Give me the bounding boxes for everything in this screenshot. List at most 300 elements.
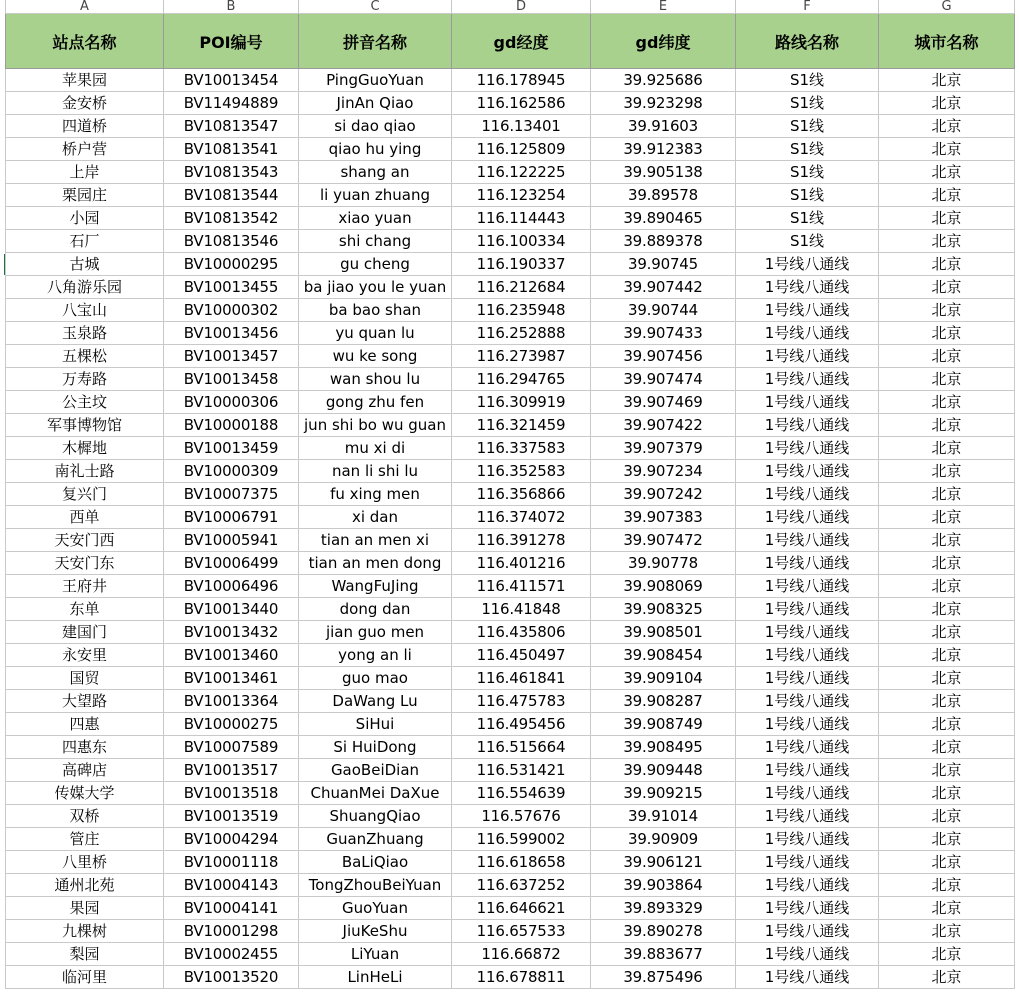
longitude-cell[interactable]: 116.41848 xyxy=(452,598,591,621)
longitude-cell[interactable]: 116.125809 xyxy=(452,138,591,161)
poi-id-cell[interactable]: BV10004141 xyxy=(164,897,299,920)
pinyin-name-cell[interactable]: tian an men xi xyxy=(299,529,452,552)
city-name-cell[interactable]: 北京 xyxy=(879,506,1015,529)
line-name-cell[interactable]: 1号线八通线 xyxy=(736,644,879,667)
poi-id-cell[interactable]: BV10000302 xyxy=(164,299,299,322)
longitude-cell[interactable]: 116.374072 xyxy=(452,506,591,529)
longitude-cell[interactable]: 116.252888 xyxy=(452,322,591,345)
longitude-cell[interactable]: 116.235948 xyxy=(452,299,591,322)
city-name-cell[interactable]: 北京 xyxy=(879,230,1015,253)
table-row xyxy=(6,644,1015,667)
city-name-cell[interactable]: 北京 xyxy=(879,667,1015,690)
poi-id-cell[interactable]: BV10013454 xyxy=(164,69,299,92)
line-name-cell[interactable]: 1号线八通线 xyxy=(736,966,879,989)
station-name-cell[interactable]: 四惠 xyxy=(6,713,164,736)
pinyin-name-cell[interactable]: LiYuan xyxy=(299,943,452,966)
pinyin-name-cell[interactable]: ShuangQiao xyxy=(299,805,452,828)
city-name-cell[interactable]: 北京 xyxy=(879,552,1015,575)
pinyin-name-cell[interactable]: yu quan lu xyxy=(299,322,452,345)
poi-id-cell[interactable]: BV10000275 xyxy=(164,713,299,736)
pinyin-name-cell[interactable]: shang an xyxy=(299,161,452,184)
latitude-cell[interactable]: 39.890278 xyxy=(591,920,736,943)
latitude-cell[interactable]: 39.908495 xyxy=(591,736,736,759)
column-letter-a[interactable]: A xyxy=(6,0,164,14)
line-name-cell[interactable]: 1号线八通线 xyxy=(736,828,879,851)
pinyin-name-cell[interactable]: Si HuiDong xyxy=(299,736,452,759)
station-name-cell[interactable]: 通州北苑 xyxy=(6,874,164,897)
pinyin-name-cell[interactable]: gu cheng xyxy=(299,253,452,276)
line-name-cell[interactable]: 1号线八通线 xyxy=(736,667,879,690)
longitude-cell[interactable]: 116.495456 xyxy=(452,713,591,736)
poi-id-cell[interactable]: BV10813542 xyxy=(164,207,299,230)
line-name-cell[interactable]: S1线 xyxy=(736,115,879,138)
latitude-cell[interactable]: 39.925686 xyxy=(591,69,736,92)
poi-id-cell[interactable]: BV10813546 xyxy=(164,230,299,253)
station-name-cell[interactable]: 玉泉路 xyxy=(6,322,164,345)
line-name-cell[interactable]: S1线 xyxy=(736,184,879,207)
line-name-cell[interactable]: 1号线八通线 xyxy=(736,943,879,966)
city-name-cell[interactable]: 北京 xyxy=(879,598,1015,621)
latitude-cell[interactable]: 39.907456 xyxy=(591,345,736,368)
line-name-cell[interactable]: 1号线八通线 xyxy=(736,759,879,782)
poi-id-cell[interactable]: BV10013440 xyxy=(164,598,299,621)
line-name-cell[interactable]: 1号线八通线 xyxy=(736,851,879,874)
longitude-cell[interactable]: 116.391278 xyxy=(452,529,591,552)
city-name-cell[interactable]: 北京 xyxy=(879,483,1015,506)
station-name-cell[interactable]: 四惠东 xyxy=(6,736,164,759)
station-name-cell[interactable]: 大望路 xyxy=(6,690,164,713)
station-name-cell[interactable]: 栗园庄 xyxy=(6,184,164,207)
station-name-cell[interactable]: 梨园 xyxy=(6,943,164,966)
line-name-cell[interactable]: S1线 xyxy=(736,69,879,92)
station-name-cell[interactable]: 桥户营 xyxy=(6,138,164,161)
station-name-cell[interactable]: 双桥 xyxy=(6,805,164,828)
latitude-cell[interactable]: 39.908454 xyxy=(591,644,736,667)
pinyin-name-cell[interactable]: WangFuJing xyxy=(299,575,452,598)
longitude-cell[interactable]: 116.162586 xyxy=(452,92,591,115)
table-row xyxy=(6,667,1015,690)
line-name-cell[interactable]: 1号线八通线 xyxy=(736,713,879,736)
city-name-cell[interactable]: 北京 xyxy=(879,851,1015,874)
latitude-cell[interactable]: 39.907242 xyxy=(591,483,736,506)
city-name-cell[interactable]: 北京 xyxy=(879,805,1015,828)
longitude-cell[interactable]: 116.531421 xyxy=(452,759,591,782)
longitude-cell[interactable]: 116.618658 xyxy=(452,851,591,874)
city-name-cell[interactable]: 北京 xyxy=(879,621,1015,644)
latitude-cell[interactable]: 39.90778 xyxy=(591,552,736,575)
longitude-cell[interactable]: 116.178945 xyxy=(452,69,591,92)
city-name-cell[interactable]: 北京 xyxy=(879,713,1015,736)
city-name-cell[interactable]: 北京 xyxy=(879,943,1015,966)
line-name-cell[interactable]: 1号线八通线 xyxy=(736,782,879,805)
poi-id-cell[interactable]: BV10004143 xyxy=(164,874,299,897)
poi-id-cell[interactable]: BV10000309 xyxy=(164,460,299,483)
line-name-cell[interactable]: 1号线八通线 xyxy=(736,920,879,943)
line-name-cell[interactable]: 1号线八通线 xyxy=(736,276,879,299)
pinyin-name-cell[interactable]: wan shou lu xyxy=(299,368,452,391)
latitude-cell[interactable]: 39.893329 xyxy=(591,897,736,920)
line-name-cell[interactable]: S1线 xyxy=(736,138,879,161)
latitude-cell[interactable]: 39.883677 xyxy=(591,943,736,966)
latitude-cell[interactable]: 39.907442 xyxy=(591,276,736,299)
city-name-cell[interactable]: 北京 xyxy=(879,782,1015,805)
city-name-cell[interactable]: 北京 xyxy=(879,575,1015,598)
line-name-cell[interactable]: 1号线八通线 xyxy=(736,414,879,437)
latitude-cell[interactable]: 39.91603 xyxy=(591,115,736,138)
latitude-cell[interactable]: 39.89578 xyxy=(591,184,736,207)
station-name-cell[interactable]: 石厂 xyxy=(6,230,164,253)
pinyin-name-cell[interactable]: JiuKeShu xyxy=(299,920,452,943)
longitude-cell[interactable]: 116.352583 xyxy=(452,460,591,483)
latitude-cell[interactable]: 39.875496 xyxy=(591,966,736,989)
station-name-cell[interactable]: 木樨地 xyxy=(6,437,164,460)
city-name-cell[interactable]: 北京 xyxy=(879,161,1015,184)
column-letter-f[interactable]: F xyxy=(736,0,879,14)
latitude-cell[interactable]: 39.923298 xyxy=(591,92,736,115)
poi-id-cell[interactable]: BV10000188 xyxy=(164,414,299,437)
poi-id-cell[interactable]: BV10013456 xyxy=(164,322,299,345)
pinyin-name-cell[interactable]: fu xing men xyxy=(299,483,452,506)
poi-id-cell[interactable]: BV10013458 xyxy=(164,368,299,391)
latitude-cell[interactable]: 39.90909 xyxy=(591,828,736,851)
station-name-cell[interactable]: 传媒大学 xyxy=(6,782,164,805)
poi-id-cell[interactable]: BV10001298 xyxy=(164,920,299,943)
pinyin-name-cell[interactable]: yong an li xyxy=(299,644,452,667)
poi-id-cell[interactable]: BV10013460 xyxy=(164,644,299,667)
table-row xyxy=(6,322,1015,345)
pinyin-name-cell[interactable]: GuoYuan xyxy=(299,897,452,920)
line-name-cell[interactable]: 1号线八通线 xyxy=(736,391,879,414)
header-cell-longitude[interactable]: gd经度 xyxy=(452,14,591,69)
city-name-cell[interactable]: 北京 xyxy=(879,874,1015,897)
pinyin-name-cell[interactable]: wu ke song xyxy=(299,345,452,368)
pinyin-name-cell[interactable]: dong dan xyxy=(299,598,452,621)
pinyin-name-cell[interactable]: SiHui xyxy=(299,713,452,736)
header-cell-latitude[interactable]: gd纬度 xyxy=(591,14,736,69)
station-name-cell[interactable]: 四道桥 xyxy=(6,115,164,138)
city-name-cell[interactable]: 北京 xyxy=(879,460,1015,483)
pinyin-name-cell[interactable]: tian an men dong xyxy=(299,552,452,575)
station-name-cell[interactable]: 金安桥 xyxy=(6,92,164,115)
line-name-cell[interactable]: 1号线八通线 xyxy=(736,552,879,575)
city-name-cell[interactable]: 北京 xyxy=(879,207,1015,230)
latitude-cell[interactable]: 39.908287 xyxy=(591,690,736,713)
line-name-cell[interactable]: S1线 xyxy=(736,161,879,184)
line-name-cell[interactable]: 1号线八通线 xyxy=(736,299,879,322)
poi-id-cell[interactable]: BV10006499 xyxy=(164,552,299,575)
line-name-cell[interactable]: 1号线八通线 xyxy=(736,368,879,391)
line-name-cell[interactable]: S1线 xyxy=(736,207,879,230)
pinyin-name-cell[interactable]: GuanZhuang xyxy=(299,828,452,851)
poi-id-cell[interactable]: BV10005941 xyxy=(164,529,299,552)
pinyin-name-cell[interactable]: jian guo men xyxy=(299,621,452,644)
longitude-cell[interactable]: 116.554639 xyxy=(452,782,591,805)
latitude-cell[interactable]: 39.905138 xyxy=(591,161,736,184)
longitude-cell[interactable]: 116.294765 xyxy=(452,368,591,391)
station-name-cell[interactable]: 八宝山 xyxy=(6,299,164,322)
line-name-cell[interactable]: 1号线八通线 xyxy=(736,805,879,828)
spreadsheet-grid[interactable] xyxy=(5,0,1015,989)
longitude-cell[interactable]: 116.309919 xyxy=(452,391,591,414)
header-cell-city-name[interactable]: 城市名称 xyxy=(879,14,1015,69)
city-name-cell[interactable]: 北京 xyxy=(879,736,1015,759)
poi-id-cell[interactable]: BV10006791 xyxy=(164,506,299,529)
latitude-cell[interactable]: 39.907433 xyxy=(591,322,736,345)
longitude-cell[interactable]: 116.57676 xyxy=(452,805,591,828)
city-name-cell[interactable]: 北京 xyxy=(879,345,1015,368)
latitude-cell[interactable]: 39.909215 xyxy=(591,782,736,805)
station-name-cell[interactable]: 小园 xyxy=(6,207,164,230)
line-name-cell[interactable]: 1号线八通线 xyxy=(736,253,879,276)
city-name-cell[interactable]: 北京 xyxy=(879,966,1015,989)
pinyin-name-cell[interactable]: TongZhouBeiYuan xyxy=(299,874,452,897)
city-name-cell[interactable]: 北京 xyxy=(879,644,1015,667)
line-name-cell[interactable]: 1号线八通线 xyxy=(736,483,879,506)
pinyin-name-cell[interactable]: xiao yuan xyxy=(299,207,452,230)
longitude-cell[interactable]: 116.461841 xyxy=(452,667,591,690)
column-letter-c[interactable]: C xyxy=(299,0,452,14)
city-name-cell[interactable]: 北京 xyxy=(879,828,1015,851)
pinyin-name-cell[interactable]: shi chang xyxy=(299,230,452,253)
poi-id-cell[interactable]: BV10813541 xyxy=(164,138,299,161)
city-name-cell[interactable]: 北京 xyxy=(879,253,1015,276)
station-name-cell[interactable]: 上岸 xyxy=(6,161,164,184)
line-name-cell[interactable]: 1号线八通线 xyxy=(736,736,879,759)
longitude-cell[interactable]: 116.337583 xyxy=(452,437,591,460)
longitude-cell[interactable]: 116.657533 xyxy=(452,920,591,943)
poi-id-cell[interactable]: BV10813544 xyxy=(164,184,299,207)
longitude-cell[interactable]: 116.66872 xyxy=(452,943,591,966)
station-name-cell[interactable]: 复兴门 xyxy=(6,483,164,506)
city-name-cell[interactable]: 北京 xyxy=(879,92,1015,115)
line-name-cell[interactable]: 1号线八通线 xyxy=(736,506,879,529)
latitude-cell[interactable]: 39.908749 xyxy=(591,713,736,736)
latitude-cell[interactable]: 39.907472 xyxy=(591,529,736,552)
longitude-cell[interactable]: 116.678811 xyxy=(452,966,591,989)
latitude-cell[interactable]: 39.907469 xyxy=(591,391,736,414)
station-name-cell[interactable]: 东单 xyxy=(6,598,164,621)
city-name-cell[interactable]: 北京 xyxy=(879,391,1015,414)
longitude-cell[interactable]: 116.515664 xyxy=(452,736,591,759)
pinyin-name-cell[interactable]: mu xi di xyxy=(299,437,452,460)
line-name-cell[interactable]: 1号线八通线 xyxy=(736,897,879,920)
line-name-cell[interactable]: 1号线八通线 xyxy=(736,437,879,460)
station-name-cell[interactable]: 建国门 xyxy=(6,621,164,644)
station-name-cell[interactable]: 高碑店 xyxy=(6,759,164,782)
poi-id-cell[interactable]: BV10013520 xyxy=(164,966,299,989)
station-name-cell[interactable]: 管庄 xyxy=(6,828,164,851)
poi-id-cell[interactable]: BV10007589 xyxy=(164,736,299,759)
city-name-cell[interactable]: 北京 xyxy=(879,897,1015,920)
pinyin-name-cell[interactable]: nan li shi lu xyxy=(299,460,452,483)
longitude-cell[interactable]: 116.435806 xyxy=(452,621,591,644)
pinyin-name-cell[interactable]: BaLiQiao xyxy=(299,851,452,874)
table-row xyxy=(6,391,1015,414)
station-name-cell[interactable]: 西单 xyxy=(6,506,164,529)
longitude-cell[interactable]: 116.273987 xyxy=(452,345,591,368)
line-name-cell[interactable]: 1号线八通线 xyxy=(736,874,879,897)
station-name-cell[interactable]: 天安门东 xyxy=(6,552,164,575)
pinyin-name-cell[interactable]: gong zhu fen xyxy=(299,391,452,414)
station-name-cell[interactable]: 万寿路 xyxy=(6,368,164,391)
city-name-cell[interactable]: 北京 xyxy=(879,759,1015,782)
longitude-cell[interactable]: 116.450497 xyxy=(452,644,591,667)
line-name-cell[interactable]: S1线 xyxy=(736,230,879,253)
poi-id-cell[interactable]: BV10813543 xyxy=(164,161,299,184)
column-letter-b[interactable]: B xyxy=(164,0,299,14)
city-name-cell[interactable]: 北京 xyxy=(879,184,1015,207)
city-name-cell[interactable]: 北京 xyxy=(879,69,1015,92)
latitude-cell[interactable]: 39.889378 xyxy=(591,230,736,253)
station-name-cell[interactable]: 临河里 xyxy=(6,966,164,989)
station-name-cell[interactable]: 五棵松 xyxy=(6,345,164,368)
city-name-cell[interactable]: 北京 xyxy=(879,437,1015,460)
city-name-cell[interactable]: 北京 xyxy=(879,322,1015,345)
poi-id-cell[interactable]: BV10013517 xyxy=(164,759,299,782)
pinyin-name-cell[interactable]: LinHeLi xyxy=(299,966,452,989)
poi-id-cell[interactable]: BV10007375 xyxy=(164,483,299,506)
poi-id-cell[interactable]: BV10002455 xyxy=(164,943,299,966)
pinyin-name-cell[interactable]: GaoBeiDian xyxy=(299,759,452,782)
latitude-cell[interactable]: 39.890465 xyxy=(591,207,736,230)
city-name-cell[interactable]: 北京 xyxy=(879,529,1015,552)
station-name-cell[interactable]: 古城 xyxy=(6,253,164,276)
latitude-cell[interactable]: 39.907383 xyxy=(591,506,736,529)
poi-id-cell[interactable]: BV10013455 xyxy=(164,276,299,299)
poi-id-cell[interactable]: BV10000306 xyxy=(164,391,299,414)
line-name-cell[interactable]: 1号线八通线 xyxy=(736,621,879,644)
longitude-cell[interactable]: 116.100334 xyxy=(452,230,591,253)
line-name-cell[interactable]: 1号线八通线 xyxy=(736,598,879,621)
line-name-cell[interactable]: 1号线八通线 xyxy=(736,529,879,552)
poi-id-cell[interactable]: BV10013519 xyxy=(164,805,299,828)
table-row xyxy=(6,414,1015,437)
poi-id-cell[interactable]: BV10000295 xyxy=(164,253,299,276)
line-name-cell[interactable]: S1线 xyxy=(736,92,879,115)
poi-id-cell[interactable]: BV10013364 xyxy=(164,690,299,713)
poi-id-cell[interactable]: BV11494889 xyxy=(164,92,299,115)
latitude-cell[interactable]: 39.90744 xyxy=(591,299,736,322)
latitude-cell[interactable]: 39.912383 xyxy=(591,138,736,161)
city-name-cell[interactable]: 北京 xyxy=(879,690,1015,713)
latitude-cell[interactable]: 39.91014 xyxy=(591,805,736,828)
longitude-cell[interactable]: 116.212684 xyxy=(452,276,591,299)
latitude-cell[interactable]: 39.908501 xyxy=(591,621,736,644)
city-name-cell[interactable]: 北京 xyxy=(879,368,1015,391)
line-name-cell[interactable]: 1号线八通线 xyxy=(736,460,879,483)
longitude-cell[interactable]: 116.599002 xyxy=(452,828,591,851)
poi-id-cell[interactable]: BV10006496 xyxy=(164,575,299,598)
latitude-cell[interactable]: 39.907474 xyxy=(591,368,736,391)
poi-id-cell[interactable]: BV10004294 xyxy=(164,828,299,851)
latitude-cell[interactable]: 39.907379 xyxy=(591,437,736,460)
longitude-cell[interactable]: 116.356866 xyxy=(452,483,591,506)
pinyin-name-cell[interactable]: ChuanMei DaXue xyxy=(299,782,452,805)
station-name-cell[interactable]: 南礼士路 xyxy=(6,460,164,483)
longitude-cell[interactable]: 116.122225 xyxy=(452,161,591,184)
poi-id-cell[interactable]: BV10013459 xyxy=(164,437,299,460)
latitude-cell[interactable]: 39.903864 xyxy=(591,874,736,897)
pinyin-name-cell[interactable]: PingGuoYuan xyxy=(299,69,452,92)
header-cell-line-name[interactable]: 路线名称 xyxy=(736,14,879,69)
poi-id-cell[interactable]: BV10813547 xyxy=(164,115,299,138)
header-cell-station-name[interactable]: 站点名称 xyxy=(6,14,164,69)
column-letter-e[interactable]: E xyxy=(591,0,736,14)
latitude-cell[interactable]: 39.908325 xyxy=(591,598,736,621)
city-name-cell[interactable]: 北京 xyxy=(879,414,1015,437)
station-name-cell[interactable]: 八角游乐园 xyxy=(6,276,164,299)
pinyin-name-cell[interactable]: ba bao shan xyxy=(299,299,452,322)
station-name-cell[interactable]: 永安里 xyxy=(6,644,164,667)
line-name-cell[interactable]: 1号线八通线 xyxy=(736,575,879,598)
latitude-cell[interactable]: 39.909448 xyxy=(591,759,736,782)
station-name-cell[interactable]: 苹果园 xyxy=(6,69,164,92)
latitude-cell[interactable]: 39.909104 xyxy=(591,667,736,690)
station-name-cell[interactable]: 军事博物馆 xyxy=(6,414,164,437)
station-name-cell[interactable]: 九棵树 xyxy=(6,920,164,943)
longitude-cell[interactable]: 116.123254 xyxy=(452,184,591,207)
pinyin-name-cell[interactable]: guo mao xyxy=(299,667,452,690)
header-cell-pinyin-name[interactable]: 拼音名称 xyxy=(299,14,452,69)
pinyin-name-cell[interactable]: JinAn Qiao xyxy=(299,92,452,115)
longitude-cell[interactable]: 116.646621 xyxy=(452,897,591,920)
longitude-cell[interactable]: 116.190337 xyxy=(452,253,591,276)
latitude-cell[interactable]: 39.907422 xyxy=(591,414,736,437)
city-name-cell[interactable]: 北京 xyxy=(879,138,1015,161)
poi-id-cell[interactable]: BV10001118 xyxy=(164,851,299,874)
station-name-cell[interactable]: 果园 xyxy=(6,897,164,920)
station-name-cell[interactable]: 八里桥 xyxy=(6,851,164,874)
city-name-cell[interactable]: 北京 xyxy=(879,920,1015,943)
header-cell-poi-id[interactable]: POI编号 xyxy=(164,14,299,69)
pinyin-name-cell[interactable]: xi dan xyxy=(299,506,452,529)
pinyin-name-cell[interactable]: jun shi bo wu guan xyxy=(299,414,452,437)
line-name-cell[interactable]: 1号线八通线 xyxy=(736,322,879,345)
line-name-cell[interactable]: 1号线八通线 xyxy=(736,690,879,713)
longitude-cell[interactable]: 116.637252 xyxy=(452,874,591,897)
longitude-cell[interactable]: 116.114443 xyxy=(452,207,591,230)
latitude-cell[interactable]: 39.906121 xyxy=(591,851,736,874)
longitude-cell[interactable]: 116.13401 xyxy=(452,115,591,138)
poi-id-cell[interactable]: BV10013432 xyxy=(164,621,299,644)
pinyin-name-cell[interactable]: li yuan zhuang xyxy=(299,184,452,207)
pinyin-name-cell[interactable]: ba jiao you le yuan xyxy=(299,276,452,299)
latitude-cell[interactable]: 39.90745 xyxy=(591,253,736,276)
latitude-cell[interactable]: 39.908069 xyxy=(591,575,736,598)
poi-id-cell[interactable]: BV10013461 xyxy=(164,667,299,690)
pinyin-name-cell[interactable]: si dao qiao xyxy=(299,115,452,138)
station-name-cell[interactable]: 天安门西 xyxy=(6,529,164,552)
station-name-cell[interactable]: 公主坟 xyxy=(6,391,164,414)
poi-id-cell[interactable]: BV10013518 xyxy=(164,782,299,805)
poi-id-cell[interactable]: BV10013457 xyxy=(164,345,299,368)
station-name-cell[interactable]: 王府井 xyxy=(6,575,164,598)
column-letter-g[interactable]: G xyxy=(879,0,1015,14)
pinyin-name-cell[interactable]: DaWang Lu xyxy=(299,690,452,713)
city-name-cell[interactable]: 北京 xyxy=(879,115,1015,138)
longitude-cell[interactable]: 116.401216 xyxy=(452,552,591,575)
latitude-cell[interactable]: 39.907234 xyxy=(591,460,736,483)
station-name-cell[interactable]: 国贸 xyxy=(6,667,164,690)
pinyin-name-cell[interactable]: qiao hu ying xyxy=(299,138,452,161)
city-name-cell[interactable]: 北京 xyxy=(879,276,1015,299)
longitude-cell[interactable]: 116.475783 xyxy=(452,690,591,713)
longitude-cell[interactable]: 116.411571 xyxy=(452,575,591,598)
column-letter-d[interactable]: D xyxy=(452,0,591,14)
line-name-cell[interactable]: 1号线八通线 xyxy=(736,345,879,368)
longitude-cell[interactable]: 116.321459 xyxy=(452,414,591,437)
city-name-cell[interactable]: 北京 xyxy=(879,299,1015,322)
